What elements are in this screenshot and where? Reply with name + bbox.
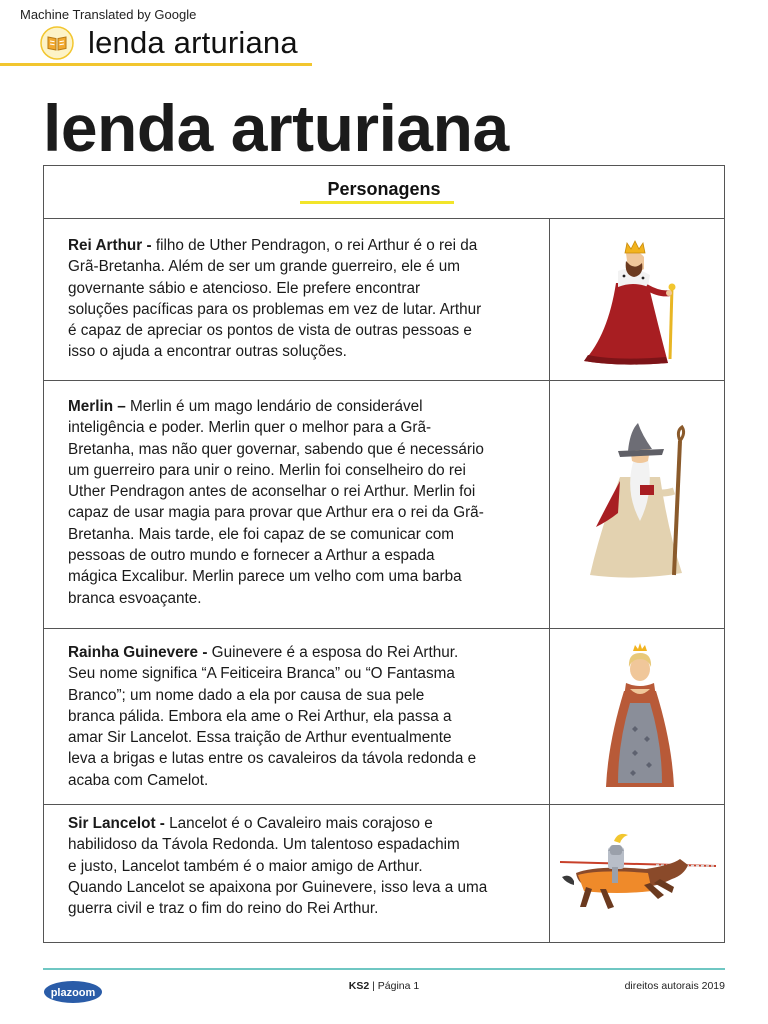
image-cell bbox=[550, 805, 724, 942]
footer-separator: | bbox=[369, 980, 378, 992]
header-title: lenda arturiana bbox=[88, 25, 298, 60]
character-description bbox=[68, 642, 476, 791]
characters-table bbox=[43, 165, 725, 943]
character-description bbox=[68, 396, 484, 609]
character-text: Guinevere é a esposa do Rei Arthur. Seu nome significa “A Feiticeira Branca” ou “O Fantasma Branco”; um nome dado a ela por causa de sua pele branca pálida. Embora ela ame o Rei Arthur, ela passa a amar Sir Lancelot. Essa traição de Arthur eventualmente leva a brigas e lutas entre os cavaleiros da távola redonda e acaba com Camelot. bbox=[68, 644, 477, 789]
book-icon bbox=[40, 26, 74, 60]
character-text: filho de Uther Pendragon, o rei Arthur é o rei da Grã-Bretanha. Além de ser um grande guerreiro, ele é um governante sábio e atencioso. Ele prefere encontrar soluções pacíficas para os problemas em vez de lutar. Arthur é capaz de apreciar os pontos de vista de outras pessoas e isso o ajuda a encontrar outras soluções. bbox=[68, 237, 482, 361]
footer-page: Página 1 bbox=[377, 980, 420, 992]
page-title: lenda arturiana bbox=[43, 91, 509, 165]
heading-underline bbox=[300, 201, 454, 204]
footer-rule bbox=[43, 968, 725, 970]
table-row-guinevere bbox=[44, 629, 724, 805]
header-underline bbox=[0, 63, 312, 66]
sir-lancelot-knight-illustration bbox=[556, 829, 720, 919]
table-header-row bbox=[44, 166, 724, 219]
merlin-wizard-illustration bbox=[584, 421, 696, 581]
logo-text: plazoom bbox=[50, 987, 96, 999]
table-row-merlin bbox=[44, 381, 724, 629]
character-name: Rainha Guinevere - bbox=[68, 644, 208, 661]
table-heading: Personagens bbox=[327, 179, 441, 199]
character-text: Lancelot é o Cavaleiro mais corajoso e habilidoso da Távola Redonda. Um talentoso espadachim e justo, Lancelot também é o maior amigo de Arthur. Quando Lancelot se apaixona por Guinevere, isso leva a uma guerra civil e traz o fim do reino do Rei Arthur. bbox=[68, 815, 488, 918]
table-row-lancelot bbox=[44, 805, 724, 942]
text-cell bbox=[44, 381, 550, 628]
text-cell bbox=[44, 219, 550, 380]
machine-translation-note: Machine Translated by Google bbox=[20, 7, 197, 22]
character-name: Merlin – bbox=[68, 398, 126, 415]
queen-guinevere-illustration bbox=[602, 643, 678, 793]
character-description bbox=[68, 813, 487, 919]
character-name: Sir Lancelot - bbox=[68, 815, 165, 832]
character-name: Rei Arthur - bbox=[68, 237, 152, 254]
image-cell bbox=[550, 629, 724, 804]
footer-copyright: direitos autorais 2019 bbox=[624, 980, 725, 992]
text-cell bbox=[44, 629, 550, 804]
footer-level: KS2 bbox=[348, 980, 370, 992]
character-text: Merlin é um mago lendário de considerável inteligência e poder. Merlin quer o melhor para a Grã- Bretanha, mas não quer governar, sabendo que é necessário um guerreiro para unir o reino. Merlin foi conselheiro do rei Uther Pendragon antes de aconselhar o rei Arthur. Merlin foi capaz de usar magia para provar que Arthur era o rei da Grã- Bretanha. Mais tarde, ele foi capaz de se comunicar com pessoas de outro mundo e fornecer a Arthur a espada mágica Excalibur. Merlin parece um velho com uma barba branca esvoaçante. bbox=[68, 398, 484, 607]
character-description bbox=[68, 235, 481, 363]
text-cell bbox=[44, 805, 550, 942]
table-row-arthur bbox=[44, 219, 724, 381]
image-cell bbox=[550, 381, 724, 628]
king-arthur-illustration bbox=[578, 235, 698, 367]
image-cell bbox=[550, 219, 724, 380]
